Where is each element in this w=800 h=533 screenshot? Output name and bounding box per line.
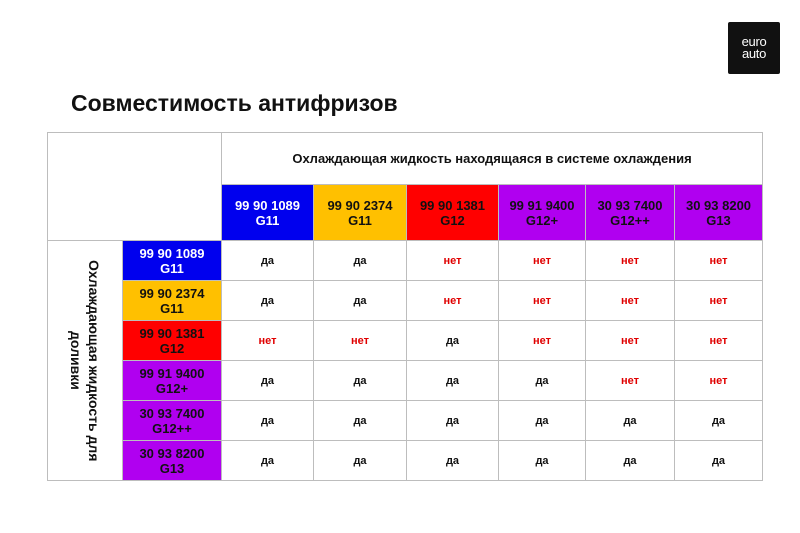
product-code: 99 91 9400 — [139, 365, 205, 381]
logo-line-2: auto — [741, 46, 767, 61]
product-code: 30 93 8200 — [139, 445, 205, 461]
compatibility-cell: нет — [586, 241, 675, 281]
compatibility-cell: нет — [586, 321, 675, 361]
product-code: 99 90 1381 — [419, 197, 486, 213]
column-header-product-6 — [675, 185, 763, 241]
product-grade: G12++ — [610, 212, 650, 228]
compatibility-cell: да — [499, 401, 586, 441]
compatibility-cell: нет — [222, 321, 314, 361]
logo-line-1: euro — [741, 34, 767, 49]
compatibility-cell: да — [314, 401, 407, 441]
compatibility-cell: нет — [675, 241, 763, 281]
product-grade: G12++ — [152, 420, 192, 436]
table-row — [48, 321, 763, 361]
compatibility-cell: нет — [675, 321, 763, 361]
compatibility-cell: нет — [499, 241, 586, 281]
compatibility-cell: да — [407, 441, 499, 481]
product-grade: G11 — [348, 212, 372, 228]
compatibility-cell: нет — [499, 321, 586, 361]
compatibility-cell: да — [314, 281, 407, 321]
product-code: 30 93 8200 — [685, 197, 752, 213]
compatibility-cell: да — [222, 361, 314, 401]
column-header-product-2 — [314, 185, 407, 241]
row-group-title-cell — [48, 241, 123, 481]
product-code: 99 90 2374 — [139, 285, 205, 301]
column-group-title: Охлаждающая жидкость находящаяся в системе охлаждения — [222, 133, 763, 185]
table-row — [48, 281, 763, 321]
column-header-product-1 — [222, 185, 314, 241]
table-row — [48, 441, 763, 481]
product-code: 99 90 1381 — [139, 325, 205, 341]
compatibility-cell: да — [222, 281, 314, 321]
compatibility-cell: да — [407, 401, 499, 441]
compatibility-cell: да — [499, 441, 586, 481]
row-header-product-4 — [123, 361, 222, 401]
product-code: 99 90 1089 — [234, 197, 301, 213]
product-grade: G11 — [255, 212, 280, 228]
product-grade: G11 — [160, 300, 184, 316]
column-header-product-4 — [499, 185, 586, 241]
compatibility-cell: да — [586, 441, 675, 481]
compatibility-cell: нет — [499, 281, 586, 321]
compatibility-cell: нет — [586, 361, 675, 401]
product-code: 99 90 2374 — [327, 197, 393, 213]
euroauto-logo — [728, 22, 780, 74]
row-header-product-3 — [123, 321, 222, 361]
column-header-product-5 — [586, 185, 675, 241]
product-grade: G12 — [440, 212, 465, 228]
product-code: 99 90 1089 — [139, 245, 205, 261]
corner-cell — [48, 133, 222, 241]
table-row — [48, 361, 763, 401]
compatibility-cell: нет — [675, 281, 763, 321]
product-grade: G12 — [159, 340, 185, 356]
compatibility-cell: да — [675, 401, 763, 441]
product-grade: G12+ — [155, 380, 189, 396]
row-header-product-6 — [123, 441, 222, 481]
compatibility-cell: да — [314, 441, 407, 481]
compatibility-cell: да — [499, 361, 586, 401]
compatibility-cell: да — [314, 361, 407, 401]
compatibility-cell: нет — [407, 241, 499, 281]
page-title: Совместимость антифризов — [71, 90, 398, 116]
compatibility-cell: нет — [675, 361, 763, 401]
compatibility-cell: нет — [586, 281, 675, 321]
column-header-product-3 — [407, 185, 499, 241]
compatibility-cell: да — [222, 241, 314, 281]
compatibility-cell: да — [314, 241, 407, 281]
compatibility-cell: да — [407, 361, 499, 401]
product-code: 30 93 7400 — [139, 405, 205, 421]
row-header-product-2 — [123, 281, 222, 321]
product-grade: G12+ — [525, 212, 559, 228]
compatibility-cell: да — [586, 401, 675, 441]
product-code: 99 91 9400 — [509, 197, 575, 213]
compatibility-cell: да — [407, 321, 499, 361]
product-grade: G13 — [706, 212, 731, 228]
compatibility-table — [47, 132, 763, 481]
row-header-product-1 — [123, 241, 222, 281]
product-grade: G13 — [159, 460, 185, 476]
row-header-product-5 — [123, 401, 222, 441]
compatibility-cell: нет — [314, 321, 407, 361]
compatibility-cell: да — [675, 441, 763, 481]
product-grade: G11 — [160, 260, 184, 276]
product-code: 30 93 7400 — [597, 197, 663, 213]
compatibility-cell: да — [222, 441, 314, 481]
row-group-title: Охлаждающая жидкость для доливки — [68, 259, 102, 462]
table-row — [48, 241, 763, 281]
compatibility-cell: нет — [407, 281, 499, 321]
table-row — [48, 401, 763, 441]
compatibility-cell: да — [222, 401, 314, 441]
